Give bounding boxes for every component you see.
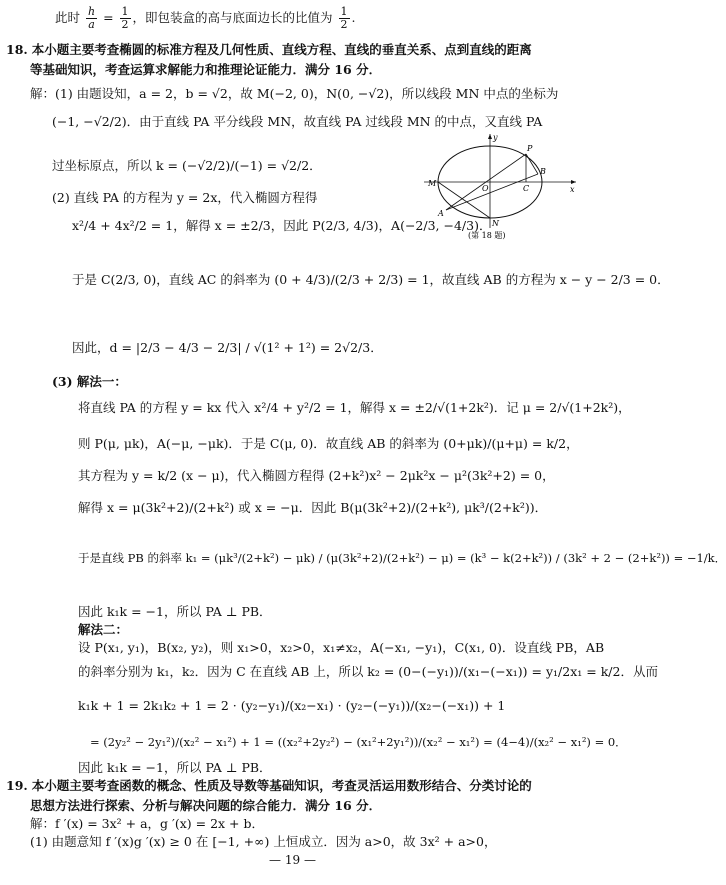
label-b: B bbox=[540, 167, 546, 176]
q18-line: (3) 解法一： bbox=[52, 374, 127, 389]
q18-line: 解得 x = μ(3k²+2)/(2+k²) 或 x = −μ．因此 B(μ(3k²+2)/(2+k²), μk³/(2+k²))． bbox=[78, 500, 548, 515]
line-pb bbox=[526, 154, 538, 174]
text: ，即包装盒的高与底面边长的比值为 bbox=[132, 10, 333, 25]
q18-line: x²/4 + 4x²/2 = 1，解得 x = ±2/3，因此 P(2/3, 4/3)，A(−2/3, −4/3)． bbox=[72, 218, 492, 233]
top-line bbox=[55, 6, 585, 31]
q18-line: 过坐标原点，所以 k = (−√2/2)/(−1) = √2/2． bbox=[52, 158, 322, 173]
page-number: — 19 — bbox=[269, 853, 316, 867]
q18-line: 于是直线 PB 的斜率 k₁ = (μk³/(2+k²) − μk) / (μ(3k²+2)/(2+k²) − μ) = (k³ − k(2+k²)) / (3k² + 2 − (2+k²)) = −1/k． bbox=[78, 551, 726, 565]
q18-line: 将直线 PA 的方程 y = kx 代入 x²/4 + y²/2 = 1，解得 x = ±2/√(1+2k²)．记 μ = 2/√(1+2k²)， bbox=[78, 400, 631, 415]
q19-heading-2: 思想方法进行探索、分析与解决问题的综合能力．满分 16 分． bbox=[30, 798, 382, 813]
q18-line: 于是 C(2/3, 0)，直线 AC 的斜率为 (0 + 4/3)/(2/3 + 2/3) = 1，故直线 AB 的方程为 x − y − 2/3 = 0． bbox=[72, 272, 670, 287]
q18-heading-2: 等基础知识，考查运算求解能力和推理论证能力．满分 16 分． bbox=[30, 62, 382, 77]
question-number: 19. bbox=[6, 778, 28, 793]
text: . bbox=[351, 10, 356, 25]
q19-line: (1) 由题意知 f ′(x)g ′(x) ≥ 0 在 [−1, +∞) 上恒成立．因为 a>0，故 3x² + a>0， bbox=[30, 834, 497, 849]
q18-line: (−1, −√2/2)．由于直线 PA 平分线段 MN，故直线 PA 过线段 MN 的中点，又直线 PA bbox=[52, 114, 543, 129]
q18-line: 解：(1) 由题设知，a = 2，b = √2，故 M(−2, 0)，N(0, −√2)，所以线段 MN 中点的坐标为 bbox=[30, 86, 559, 101]
ellipse-figure bbox=[420, 130, 580, 242]
label-m: M bbox=[428, 179, 437, 188]
q18-line: 解法二： bbox=[78, 622, 129, 637]
q18-line: 设 P(x₁, y₁)，B(x₂, y₂)，则 x₁>0，x₂>0，x₁≠x₂，A(−x₁, −y₁)，C(x₁, 0)．设直线 PB，AB bbox=[78, 640, 605, 655]
equals: = bbox=[103, 10, 114, 25]
y-axis-arrow bbox=[488, 134, 492, 139]
q18-line: 因此 k₁k = −1，所以 PA ⊥ PB． bbox=[78, 604, 272, 619]
q18-line: 因此 k₁k = −1，所以 PA ⊥ PB． bbox=[78, 760, 272, 775]
x-axis-arrow bbox=[571, 180, 576, 184]
question-number: 18. bbox=[6, 42, 28, 57]
label-n: N bbox=[492, 219, 499, 228]
label-y: y bbox=[493, 133, 498, 142]
label-o: O bbox=[482, 184, 489, 193]
q18-line: = (2y₂² − 2y₁²)/(x₂² − x₁²) + 1 = ((x₂²+2y₂²) − (x₁²+2y₁²))/(x₂² − x₁²) = (4−4)/(x₂² − x₁²) = 0． bbox=[90, 735, 627, 749]
q18-line: 的斜率分别为 k₁，k₂．因为 C 在直线 AB 上，所以 k₂ = (0−(−y₁))/(x₁−(−x₁)) = y₁/2x₁ = k/2．从而 bbox=[78, 664, 658, 679]
q19-line: 解：f ′(x) = 3x² + a，g ′(x) = 2x + b． bbox=[30, 816, 265, 831]
label-x: x bbox=[570, 185, 575, 194]
heading-text: 本小题主要考查函数的概念、性质及导数等基础知识，考查灵活运用数形结合、分类讨论的 bbox=[31, 778, 532, 793]
heading-text: 本小题主要考查椭圆的标准方程及几何性质、直线方程、直线的垂直关系、点到直线的距离 bbox=[31, 42, 532, 57]
q19-heading-1 bbox=[6, 778, 585, 794]
q18-line: (2) 直线 PA 的方程为 y = 2x，代入椭圆方程得 bbox=[52, 190, 318, 205]
q18-line: 其方程为 y = k/2 (x − μ)，代入椭圆方程得 (2+k²)x² − 2μk²x − μ²(3k²+2) = 0， bbox=[78, 468, 555, 483]
label-c: C bbox=[523, 184, 530, 193]
label-p: P bbox=[527, 144, 533, 153]
fraction: $\frac{1}{2}$ bbox=[121, 5, 129, 31]
label-a: A bbox=[438, 209, 444, 218]
q18-heading-1 bbox=[6, 42, 585, 58]
q18-line: 则 P(μ, μk)，A(−μ, −μk)．于是 C(μ, 0)．故直线 AB 的斜率为 (0+μk)/(μ+μ) = k/2， bbox=[78, 436, 579, 451]
q18-line: k₁k + 1 = 2k₁k₂ + 1 = 2 · (y₂−y₁)/(x₂−x₁) · (y₂−(−y₁))/(x₂−(−x₁)) + 1 bbox=[78, 698, 506, 713]
figure-caption: (第 18 题) bbox=[468, 231, 506, 240]
fraction: $\frac{h}{a}$ bbox=[88, 5, 96, 31]
fraction: $\frac{1}{2}$ bbox=[340, 5, 348, 31]
text: 此时 bbox=[55, 10, 81, 25]
q18-line: 因此，d = |2/3 − 4/3 − 2/3| / √(1² + 1²) = 2√2/3． bbox=[72, 340, 383, 355]
